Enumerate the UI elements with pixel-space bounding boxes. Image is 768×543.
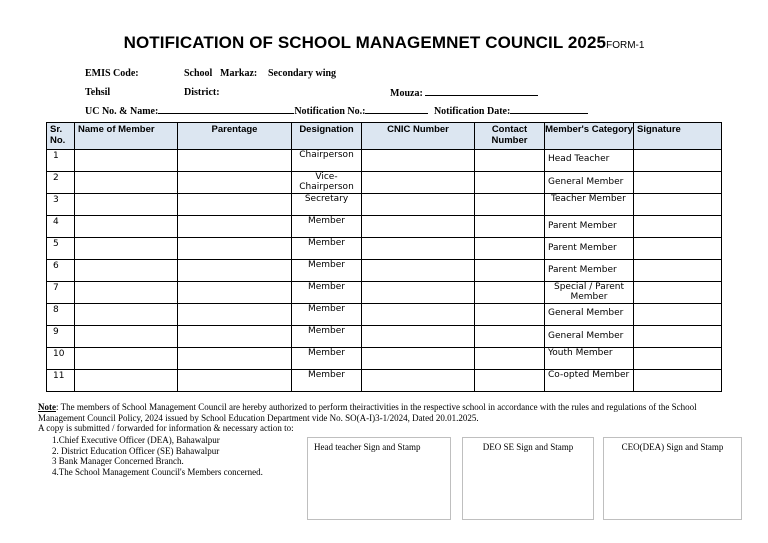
category-cell: General Member [545, 326, 634, 348]
header-name-of-member: Name of Member [75, 123, 178, 150]
emis-code-label: EMIS Code: [85, 68, 139, 79]
list-item: 4.The School Management Council's Members concerned. [52, 466, 263, 477]
sr-no-cell: 9 [47, 326, 75, 348]
header-parentage: Parentage [178, 123, 292, 150]
header-designation: Designation [292, 123, 362, 150]
parentage-cell[interactable] [178, 194, 292, 216]
header-contact-number: Contact Number [475, 123, 545, 150]
contact-cell[interactable] [475, 194, 545, 216]
designation-cell: Member [292, 282, 362, 304]
note-paragraph [38, 402, 738, 423]
sr-no-cell: 1 [47, 150, 75, 172]
contact-cell[interactable] [475, 282, 545, 304]
category-cell: Youth Member [545, 348, 634, 370]
sign-box-label: DEO SE Sign and Stamp [482, 442, 574, 452]
parentage-cell[interactable] [178, 172, 292, 194]
name-cell[interactable] [75, 150, 178, 172]
sr-no-cell: 6 [47, 260, 75, 282]
note-text: : The members of School Management Council are hereby authorized to perform theiractivities in the respective school in accordance with the rules and regulations of the School Management Council Policy, 2024 issued by School Education Department vide No. SO(A-I)3-1/2024, Dated 20.01.2025. [38, 402, 697, 423]
category-cell: Special / Parent Member [545, 282, 634, 304]
sr-no-cell: 2 [47, 172, 75, 194]
signature-cell[interactable] [634, 282, 722, 304]
sr-no-cell: 7 [47, 282, 75, 304]
list-item: 1.Chief Executive Officer (DEA), Bahawalpur [52, 435, 220, 445]
name-cell[interactable] [75, 348, 178, 370]
contact-cell[interactable] [475, 326, 545, 348]
cnic-cell[interactable] [362, 326, 475, 348]
table-row [47, 304, 722, 326]
category-cell: General Member [545, 304, 634, 326]
copy-forward-line: A copy is submitted / forwarded for information & necessary action to: [38, 423, 294, 433]
cnic-cell[interactable] [362, 172, 475, 194]
contact-cell[interactable] [475, 216, 545, 238]
cnic-cell[interactable] [362, 282, 475, 304]
note-label: Note [38, 402, 56, 412]
cnic-cell[interactable] [362, 150, 475, 172]
name-cell[interactable] [75, 282, 178, 304]
cnic-cell[interactable] [362, 194, 475, 216]
signature-cell[interactable] [634, 260, 722, 282]
contact-cell[interactable] [475, 348, 545, 370]
sr-no-cell: 10 [47, 348, 75, 370]
designation-cell: Member [292, 348, 362, 370]
document-title: NOTIFICATION OF SCHOOL MANAGEMNET COUNCIL 2025 [123, 33, 607, 52]
designation-cell: Member [292, 260, 362, 282]
table-row [47, 326, 722, 348]
name-cell[interactable] [75, 260, 178, 282]
signature-cell[interactable] [634, 326, 722, 348]
signature-cell[interactable] [634, 216, 722, 238]
uc-field [85, 105, 588, 117]
notification-date-blank [510, 105, 588, 114]
table-row [47, 194, 722, 216]
table-row [47, 238, 722, 260]
parentage-cell[interactable] [178, 370, 292, 392]
table-row [47, 260, 722, 282]
form-label: FORM-1 [606, 40, 645, 51]
designation-cell: Vice-Chairperson [292, 172, 362, 194]
parentage-cell[interactable] [178, 282, 292, 304]
name-cell[interactable] [75, 326, 178, 348]
category-cell: Co-opted Member [545, 370, 634, 392]
markaz-label: Markaz: [220, 68, 258, 79]
signature-cell[interactable] [634, 370, 722, 392]
table-row [47, 282, 722, 304]
category-cell: General Member [545, 172, 634, 194]
table-row [47, 370, 722, 392]
contact-cell[interactable] [475, 238, 545, 260]
signature-cell[interactable] [634, 348, 722, 370]
uc-label: UC No. & Name: [85, 106, 159, 117]
designation-cell: Chairperson [292, 150, 362, 172]
sign-box-label: CEO(DEA) Sign and Stamp [621, 442, 724, 452]
mouza-blank [425, 87, 538, 96]
category-cell: Parent Member [545, 238, 634, 260]
parentage-cell[interactable] [178, 216, 292, 238]
header-signature: Signature [634, 123, 722, 150]
list-item: 3 Bank Manager Concerned Branch. [52, 456, 184, 466]
category-cell: Parent Member [545, 260, 634, 282]
cnic-cell[interactable] [362, 216, 475, 238]
category-cell: Teacher Member [545, 194, 634, 216]
table-row [47, 172, 722, 194]
contact-cell[interactable] [475, 370, 545, 392]
parentage-cell[interactable] [178, 150, 292, 172]
head-teacher-sign-box[interactable] [307, 437, 451, 520]
school-label: School [184, 68, 213, 79]
document-title-line [0, 33, 768, 53]
name-cell[interactable] [75, 304, 178, 326]
sign-box-label: Head teacher Sign and Stamp [314, 442, 421, 452]
cnic-cell[interactable] [362, 348, 475, 370]
copy-recipient-list [50, 435, 263, 477]
notification-no-blank [365, 105, 428, 114]
parentage-cell[interactable] [178, 326, 292, 348]
members-table [46, 122, 722, 392]
table-row [47, 150, 722, 172]
table-row [47, 216, 722, 238]
sr-no-cell: 3 [47, 194, 75, 216]
signature-cell[interactable] [634, 304, 722, 326]
signature-cell[interactable] [634, 172, 722, 194]
name-cell[interactable] [75, 172, 178, 194]
name-cell[interactable] [75, 216, 178, 238]
designation-cell: Member [292, 216, 362, 238]
name-cell[interactable] [75, 238, 178, 260]
designation-cell: Member [292, 326, 362, 348]
sr-no-cell: 4 [47, 216, 75, 238]
uc-blank [158, 105, 294, 114]
cnic-cell[interactable] [362, 238, 475, 260]
parentage-cell[interactable] [178, 260, 292, 282]
contact-cell[interactable] [475, 150, 545, 172]
cnic-cell[interactable] [362, 260, 475, 282]
name-cell[interactable] [75, 370, 178, 392]
markaz-value: Secondary wing [268, 68, 337, 79]
name-cell[interactable] [75, 194, 178, 216]
mouza-label: Mouza: [390, 88, 423, 99]
district-label: District: [184, 87, 220, 98]
notification-date-label: Notification Date: [433, 106, 511, 117]
parentage-cell[interactable] [178, 238, 292, 260]
deo-se-sign-box[interactable] [462, 437, 594, 520]
contact-cell[interactable] [475, 304, 545, 326]
table-header-row [47, 123, 722, 150]
cnic-cell[interactable] [362, 304, 475, 326]
contact-cell[interactable] [475, 260, 545, 282]
list-item: 2. District Education Officer (SE) Bahawalpur [52, 445, 220, 456]
signature-cell[interactable] [634, 150, 722, 172]
mouza-field [390, 87, 538, 99]
table-row [47, 348, 722, 370]
category-cell: Parent Member [545, 216, 634, 238]
signature-cell[interactable] [634, 238, 722, 260]
signature-cell[interactable] [634, 194, 722, 216]
sr-no-cell: 5 [47, 238, 75, 260]
designation-cell: Secretary [292, 194, 362, 216]
cnic-cell[interactable] [362, 370, 475, 392]
category-cell: Head Teacher [545, 150, 634, 172]
sr-no-cell: 8 [47, 304, 75, 326]
parentage-cell[interactable] [178, 304, 292, 326]
header-cnic-number: CNIC Number [362, 123, 475, 150]
header-members-category: Member's Category [545, 123, 634, 150]
header-sr-no: Sr. No. [47, 123, 75, 150]
contact-cell[interactable] [475, 172, 545, 194]
tehsil-label: Tehsil [85, 87, 111, 98]
designation-cell: Member [292, 238, 362, 260]
sr-no-cell: 11 [47, 370, 75, 392]
notification-no-label: Notification No.: [294, 106, 366, 117]
designation-cell: Member [292, 304, 362, 326]
designation-cell: Member [292, 370, 362, 392]
parentage-cell[interactable] [178, 348, 292, 370]
ceo-dea-sign-box[interactable] [603, 437, 742, 520]
